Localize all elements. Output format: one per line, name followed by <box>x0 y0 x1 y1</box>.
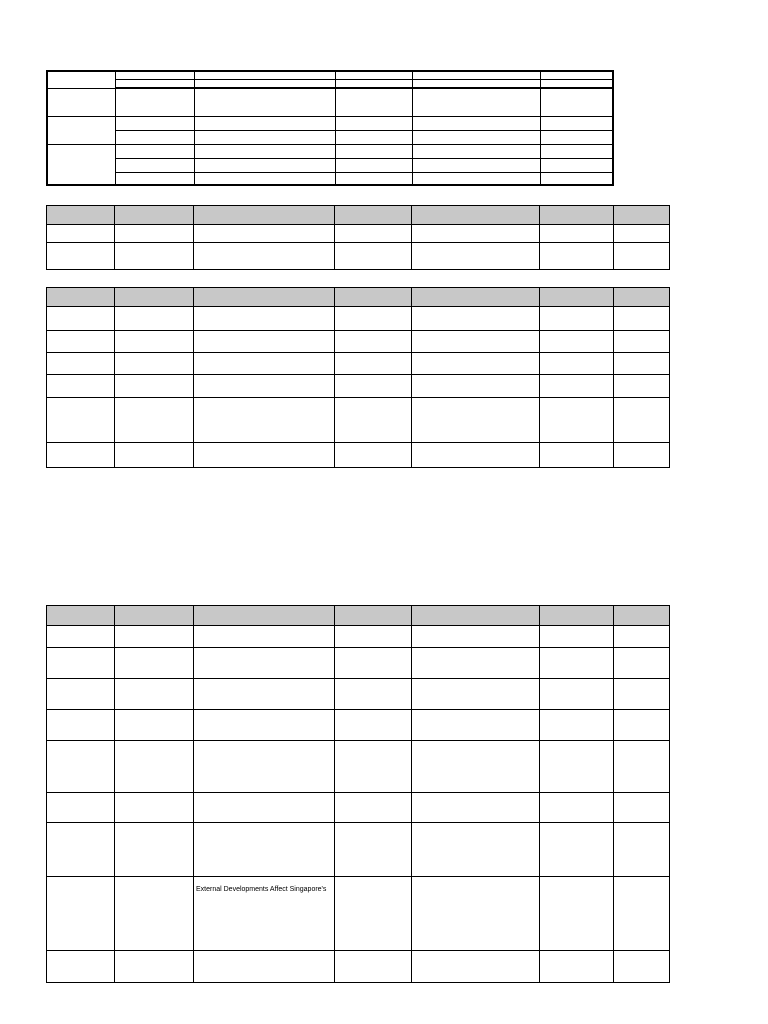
table-cell <box>412 877 540 951</box>
table-cell <box>115 626 194 648</box>
table-row <box>47 225 670 243</box>
table-cell <box>412 79 540 88</box>
table-cell <box>540 88 613 116</box>
table-cell <box>335 79 412 88</box>
table-cell <box>115 353 194 375</box>
header-cell <box>115 288 194 307</box>
table-cell <box>115 130 194 144</box>
table-cell <box>335 951 412 983</box>
table-cell <box>412 225 540 243</box>
table-cell <box>194 144 335 158</box>
table-section-3 <box>46 287 670 468</box>
table-cell <box>194 158 335 172</box>
table-cell <box>115 158 194 172</box>
header-cell <box>614 206 670 225</box>
table-row <box>47 951 670 983</box>
table-cell <box>614 793 670 823</box>
table-cell <box>540 710 614 741</box>
table-cell <box>540 71 613 79</box>
table-cell <box>412 130 540 144</box>
table-cell <box>194 116 335 130</box>
table-row <box>47 116 613 130</box>
table-cell <box>335 144 412 158</box>
table-cell <box>194 626 335 648</box>
header-cell <box>412 206 540 225</box>
table-cell <box>115 172 194 185</box>
table-cell <box>335 648 412 679</box>
table-row <box>47 398 670 443</box>
table-cell <box>194 741 335 793</box>
table-cell <box>540 823 614 877</box>
table-cell <box>194 398 335 443</box>
table-cell <box>115 144 194 158</box>
table-cell <box>335 679 412 710</box>
table-cell <box>47 741 115 793</box>
table-row <box>47 877 670 951</box>
table-cell <box>540 951 614 983</box>
category-grid-table <box>46 70 614 186</box>
table-cell <box>194 331 335 353</box>
table-row <box>47 172 613 185</box>
table-row <box>47 626 670 648</box>
table-cell <box>412 823 540 877</box>
table-cell <box>335 793 412 823</box>
table-cell <box>194 172 335 185</box>
table-row <box>47 710 670 741</box>
table-cell <box>614 243 670 270</box>
header-cell <box>412 288 540 307</box>
table-row <box>47 243 670 270</box>
table-cell <box>194 648 335 679</box>
table-cell <box>194 130 335 144</box>
table-cell <box>412 398 540 443</box>
table-cell <box>614 951 670 983</box>
table-row <box>47 79 613 88</box>
table-header-row <box>47 206 670 225</box>
table-cell <box>614 398 670 443</box>
table-cell <box>335 243 412 270</box>
table-cell <box>614 443 670 468</box>
header-cell <box>47 206 115 225</box>
table-section-4 <box>46 605 670 983</box>
table-row <box>47 375 670 398</box>
table-cell <box>47 71 115 88</box>
table-cell <box>412 443 540 468</box>
table-cell <box>540 307 614 331</box>
table-cell <box>540 130 613 144</box>
table-cell <box>412 158 540 172</box>
table-cell <box>115 375 194 398</box>
table-cell <box>115 793 194 823</box>
header-cell <box>540 606 614 626</box>
header-cell <box>412 606 540 626</box>
table-cell <box>47 225 115 243</box>
header-cell <box>194 288 335 307</box>
table-cell <box>47 88 115 116</box>
table-cell <box>194 353 335 375</box>
table-row <box>47 679 670 710</box>
table-cell <box>194 793 335 823</box>
header-cell <box>115 606 194 626</box>
table-cell <box>412 172 540 185</box>
table-cell <box>412 626 540 648</box>
table-cell <box>194 679 335 710</box>
table-cell <box>47 877 115 951</box>
table-cell <box>115 951 194 983</box>
table-cell <box>115 88 194 116</box>
table-cell <box>412 648 540 679</box>
table-row <box>47 130 613 144</box>
table-cell <box>335 307 412 331</box>
header-cell <box>194 606 335 626</box>
table-row <box>47 71 613 79</box>
table-cell <box>47 375 115 398</box>
table-cell <box>47 648 115 679</box>
header-cell <box>335 606 412 626</box>
table-cell <box>115 116 194 130</box>
table-row <box>47 307 670 331</box>
table-cell <box>540 741 614 793</box>
table-cell <box>412 679 540 710</box>
header-cell <box>335 288 412 307</box>
header-cell <box>540 288 614 307</box>
table-cell <box>614 626 670 648</box>
table-cell <box>335 116 412 130</box>
table-cell <box>47 144 115 185</box>
header-cell <box>47 606 115 626</box>
table-cell <box>335 741 412 793</box>
table-cell <box>335 626 412 648</box>
table-cell <box>540 158 613 172</box>
table-cell <box>115 741 194 793</box>
table-cell <box>335 710 412 741</box>
table-row <box>47 88 613 116</box>
table-row <box>47 353 670 375</box>
table-cell <box>47 353 115 375</box>
table-cell <box>47 398 115 443</box>
header-cell <box>47 288 115 307</box>
table-cell <box>540 375 614 398</box>
header-cell <box>540 206 614 225</box>
table-cell <box>614 307 670 331</box>
table-cell <box>412 375 540 398</box>
table-cell <box>614 741 670 793</box>
table-row <box>47 823 670 877</box>
table-cell <box>194 823 335 877</box>
table-cell <box>614 877 670 951</box>
table-cell <box>614 375 670 398</box>
table-cell <box>194 307 335 331</box>
table-cell <box>614 679 670 710</box>
table-cell <box>412 71 540 79</box>
header-cell <box>194 206 335 225</box>
table-section-2 <box>46 205 670 270</box>
table-cell <box>47 626 115 648</box>
table-cell <box>115 79 194 88</box>
table-cell <box>335 443 412 468</box>
table-cell <box>540 79 613 88</box>
table-cell <box>412 116 540 130</box>
table-cell <box>540 648 614 679</box>
table-cell <box>335 353 412 375</box>
header-cell <box>115 206 194 225</box>
table-cell <box>194 225 335 243</box>
table-cell <box>614 225 670 243</box>
table-cell <box>335 71 412 79</box>
table-cell <box>540 877 614 951</box>
table-row <box>47 331 670 353</box>
header-cell <box>335 206 412 225</box>
table-cell <box>115 398 194 443</box>
table-cell <box>335 88 412 116</box>
table-cell <box>115 877 194 951</box>
table-cell <box>540 353 614 375</box>
table-cell <box>540 172 613 185</box>
table-cell <box>335 331 412 353</box>
table-cell <box>412 331 540 353</box>
table-cell <box>194 375 335 398</box>
table-cell <box>47 793 115 823</box>
table-cell <box>47 331 115 353</box>
table-row <box>47 648 670 679</box>
table-cell <box>540 793 614 823</box>
description-text: External Developments Affect Singapore's <box>196 886 327 893</box>
table-cell <box>540 331 614 353</box>
table-cell <box>194 88 335 116</box>
table-cell <box>614 331 670 353</box>
table-cell <box>194 79 335 88</box>
table-cell <box>47 710 115 741</box>
table-cell <box>412 951 540 983</box>
table-cell <box>412 793 540 823</box>
table-cell <box>614 648 670 679</box>
table-cell <box>614 353 670 375</box>
table-cell <box>412 307 540 331</box>
table-cell <box>412 710 540 741</box>
table-cell <box>115 307 194 331</box>
table-row <box>47 443 670 468</box>
table-cell <box>194 71 335 79</box>
table-cell <box>194 877 335 951</box>
table-row <box>47 144 613 158</box>
table-cell <box>540 443 614 468</box>
table-cell <box>115 710 194 741</box>
table-cell <box>115 443 194 468</box>
table-cell <box>540 679 614 710</box>
table-cell <box>194 243 335 270</box>
table-cell <box>47 679 115 710</box>
table-cell <box>47 116 115 144</box>
table-header-row <box>47 606 670 626</box>
table-cell <box>47 823 115 877</box>
table-cell <box>540 398 614 443</box>
header-cell <box>614 606 670 626</box>
table-cell <box>540 225 614 243</box>
header-cell <box>614 288 670 307</box>
table-cell <box>335 225 412 243</box>
table-cell <box>335 158 412 172</box>
table-row <box>47 793 670 823</box>
table-cell <box>115 225 194 243</box>
table-cell <box>540 626 614 648</box>
table-cell <box>115 331 194 353</box>
table-cell <box>47 443 115 468</box>
table-cell <box>412 88 540 116</box>
table-cell <box>47 243 115 270</box>
table-cell <box>614 710 670 741</box>
table-cell <box>412 353 540 375</box>
table-cell <box>540 144 613 158</box>
table-cell <box>115 679 194 710</box>
table-cell <box>194 710 335 741</box>
table-cell <box>335 130 412 144</box>
table-cell <box>47 307 115 331</box>
table-cell <box>540 243 614 270</box>
table-cell <box>194 443 335 468</box>
table-cell <box>335 398 412 443</box>
table-cell <box>412 243 540 270</box>
table-cell <box>115 648 194 679</box>
table-cell <box>335 172 412 185</box>
table-cell <box>115 243 194 270</box>
table-cell <box>47 951 115 983</box>
table-cell <box>335 877 412 951</box>
table-row <box>47 741 670 793</box>
table-cell <box>614 823 670 877</box>
table-cell <box>115 823 194 877</box>
table-row <box>47 158 613 172</box>
table-cell <box>194 951 335 983</box>
table-cell <box>412 741 540 793</box>
table-cell <box>540 116 613 130</box>
table-cell <box>115 71 194 79</box>
table-cell <box>412 144 540 158</box>
table-header-row <box>47 288 670 307</box>
table-cell <box>335 375 412 398</box>
table-cell <box>335 823 412 877</box>
